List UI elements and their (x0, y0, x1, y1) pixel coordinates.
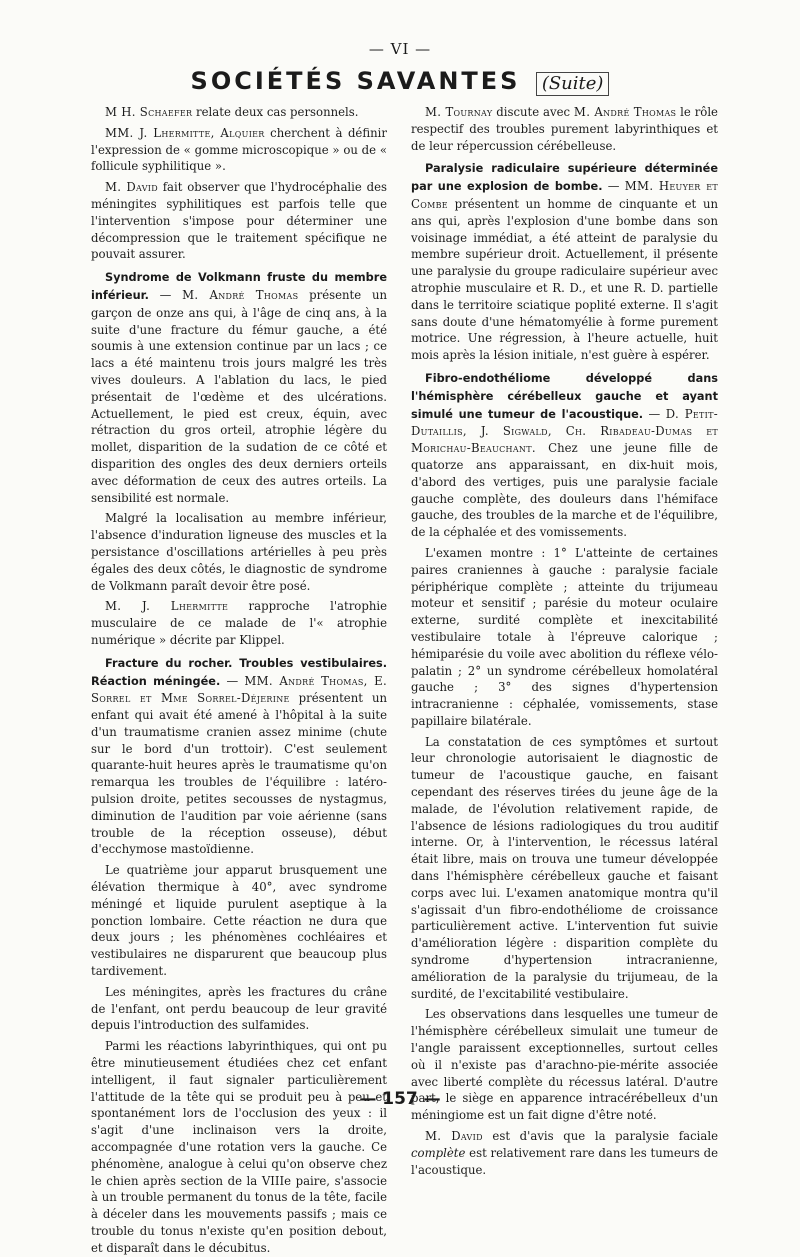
paragraph-text: rapproche l'atrophie musculaire de ce malade de l'« atrophie numérique » décrite par Klippel. (91, 599, 387, 647)
page-header-number: — VI — (368, 40, 432, 58)
section-fracture-rocher (91, 655, 387, 859)
speaker-name: MM. J. Lhermitte, Alquier (105, 125, 265, 140)
paragraph (91, 179, 387, 263)
paragraph-text: est d'avis que la paralysie faciale (482, 1129, 718, 1144)
paragraph (411, 1128, 718, 1178)
paragraph-text: Chez une jeune fille de quatorze ans apparaissant, en dix-huit mois, d'abord des vertiges, puis une paralysie faciale gauche complète, des douleurs dans l'hémiface gauche, des troubles de la marche et de l'équilibre, de la céphalée et des vomissements. (411, 441, 718, 540)
section-author: D. Petit-Dutaillis, J. Sigwald, Ch. Ribadeau-Dumas et Morichau-Beauchant. (411, 406, 718, 456)
paragraph: Parmi les réactions labyrinthiques, qui ont pu être minutieusement étudiées chez cet enfant intelligent, il faut signaler particulièrement l'attitude de la tête qui se produit peu à peu et spontanément lors de l'occlusion des yeux : il s'agit d'une inclinaison vers la droite, accompagnée d'une rotation vers la gauche. Ce phénomène, analogue à celui qu'on observe chez le chien après section de la VIIIe paire, s'associe à un trouble permanent du tonus de la tête, facile à déceler dans les mouvements passifs ; mais ce trouble du tonus n'existe qu'en position debout, et disparaît dans le décubitus. (91, 1039, 387, 1255)
paragraph (411, 104, 718, 154)
section-fibro-endotheliome (411, 370, 718, 541)
paragraph: Le quatrième jour apparut brusquement une élévation thermique à 40°, avec syndrome méningé et liquide purulent aseptique à la ponction lombaire. Cette réaction ne dura que deux jours ; les phénomènes cochléaires et vestibulaires ne disparurent que beaucoup plus tardivement. (91, 863, 387, 979)
paragraph (91, 125, 387, 175)
paragraph: Malgré la localisation au membre inférieur, l'absence d'induration ligneuse des muscles et la persistance d'oscillations artérielles à peu près égales des deux côtés, le diagnostic de syndrome de Volkmann paraît devoir être posé. (91, 511, 387, 593)
section-volkmann (91, 269, 387, 506)
paragraph-text: relate deux cas personnels. (192, 105, 359, 119)
emphasis: complète (411, 1145, 466, 1160)
speaker-name: M H. Schaefer (105, 105, 193, 119)
paragraph: Les méningites, après les fractures du crâne de l'enfant, ont perdu beaucoup de leur gravité depuis l'introduction des sulfamides. (91, 984, 387, 1033)
speaker-name: M. Tournay (425, 105, 493, 119)
dash: — (602, 179, 625, 194)
speaker-name: M. J. Lhermitte (105, 599, 229, 614)
left-column (91, 104, 388, 1255)
title-suite: (Suite) (536, 72, 610, 96)
title-text: SOCIÉTÉS SAVANTES (190, 67, 521, 95)
paragraph (91, 598, 387, 648)
paragraph-text: présente un garçon de onze ans qui, à l'âge de cinq ans, à la suite d'une fracture du fémur gauche, a été soumis à une extension continue par un lacs ; ce lacs a été maintenu trois jours malgré les très vives douleurs. A l'ablation du lacs, le pied présentait de l'œdème et des ulcérations. Actuellement, le pied est creux, équin, avec rétraction du gros orteil, atrophie légère du mollet, disparition de la sudation de ce côté et disparition des ongles des deux derniers orteils avec déformation de ceux des autres orteils. La sensibilité est normale. (91, 287, 387, 505)
section-author: M. André Thomas (182, 287, 299, 302)
paragraph-text: cherchent à définir l'expression de « gomme microscopique » ou de « follicule syphilitique ». (91, 125, 387, 174)
section-author: MM. Heuyer et Combe (411, 179, 718, 211)
speaker-name: M. André Thomas (573, 105, 677, 119)
right-column (411, 104, 718, 1177)
section-paralysie-radiculaire (411, 160, 718, 364)
paragraph-text: est relativement rare dans les tumeurs de l'acoustique. (411, 1145, 718, 1177)
paragraph-text: discute avec (492, 105, 574, 119)
paragraph: L'examen montre : 1° L'atteinte de certaines paires craniennes à gauche : paralysie faciale périphérique complète ; atteinte du trijumeau moteur et sensitif ; parésie du moteur oculaire externe, surdité complète et inexcitabilité vestibulaire totale à l'épreuve calorique ; hémiparésie du voile avec abolition du réflexe vélo-palatin ; 2° un syndrome cérébelleux homolatéral gauche ; 3° des signes d'hypertension intracranienne : céphalée, vomissements, stase papillaire bilatérale. (411, 545, 718, 728)
section-heading: Paralysie radiculaire supérieure déterminée par une explosion de bombe. (411, 162, 718, 194)
dash: — (148, 287, 183, 302)
speaker-name: M. David (425, 1129, 483, 1144)
paragraph-text: fait observer que l'hydrocéphalie des méningites syphilitiques est parfois telle que l'intervention s'impose pour déterminer une décompression que le traitement spécifique ne pouvait assurer. (91, 180, 387, 262)
paragraph-text: présentent un enfant qui avait été amené à l'hôpital à la suite d'un traumatisme cranien assez minime (chute sur le bord d'un trottoir). C'est seulement quarante-huit heures après le traumatisme qu'on remarqua les troubles de l'équilibre : latéro-pulsion droite, petites secousses de nystagmus, diminution de l'audition par voie aérienne (sans trouble de la réception osseuse), début d'ecchymose mastoïdienne. (91, 691, 388, 857)
paragraph: La constatation de ces symptômes et surtout leur chronologie autorisaient le diagnostic de tumeur de l'acoustique gauche, en faisant cependant des réserves tirées du jeune âge de la malade, de l'évolution relativement rapide, de l'absence de lésions radiologiques du trou auditif interne. Or, à l'intervention, le récessus latéral était libre, mais on trouva une tumeur développée dans l'hémisphère cérébelleux gauche et faisant corps avec lui. L'examen anatomique montra qu'il s'agissait d'un fibro-endothéliome de croissance particulièrement active. L'intervention fut suivie d'amélioration légère : disparition complète du syndrome d'hypertension intracranienne, amélioration de la paralysie du trijumeau, de la surdité, de l'excitabilité vestibulaire. (411, 734, 718, 1001)
section-heading: Fracture du rocher. Troubles vestibulaires. Réaction méningée. (91, 656, 387, 688)
section-author: MM. André Thomas, E. Sorrel et Mme Sorrel-Déjerine (91, 673, 387, 706)
paragraph-text: le rôle respectif des troubles purement labyrinthiques et de leur répercussion cérébelleuse. (411, 105, 718, 153)
paragraph-text: présentent un homme de cinquante et un ans qui, après l'explosion d'une bombe dans son voisinage immédiat, a été atteint de paralysie du membre supérieur droit. Actuellement, il présente une paralysie du groupe radiculaire supérieur avec atrophie musculaire et R. D., et une R. D. partielle dans le territoire sciatique poplité externe. Il s'agit sans doute d'une hématomyélie à forme purement motrice. Une régression, à l'heure actuelle, huit mois après la lésion initiale, n'est guère à espérer. (411, 196, 718, 363)
section-heading: Syndrome de Volkmann fruste du membre inférieur. (91, 271, 387, 302)
speaker-name: M. David (105, 180, 158, 195)
paragraph (91, 104, 387, 121)
dash: — (643, 406, 666, 421)
page-footer-number: — 157 — (359, 1089, 441, 1109)
dash: — (220, 673, 245, 688)
page-title (0, 67, 800, 95)
section-heading: Fibro-endothéliome développé dans l'hémisphère cérébelleux gauche et ayant simulé une tumeur de l'acoustique. (411, 371, 718, 421)
paragraph: Les observations dans lesquelles une tumeur de l'hémisphère cérébelleux simulait une tumeur de l'angle paraissent exceptionnelles, surtout celles où il n'existe pas d'arachno-pie-mérite associée avec liberté complète du récessus latéral. D'autre part, le siège en apparence intracérébelleux d'un méningiome est un fait digne d'être noté. (411, 1007, 718, 1123)
